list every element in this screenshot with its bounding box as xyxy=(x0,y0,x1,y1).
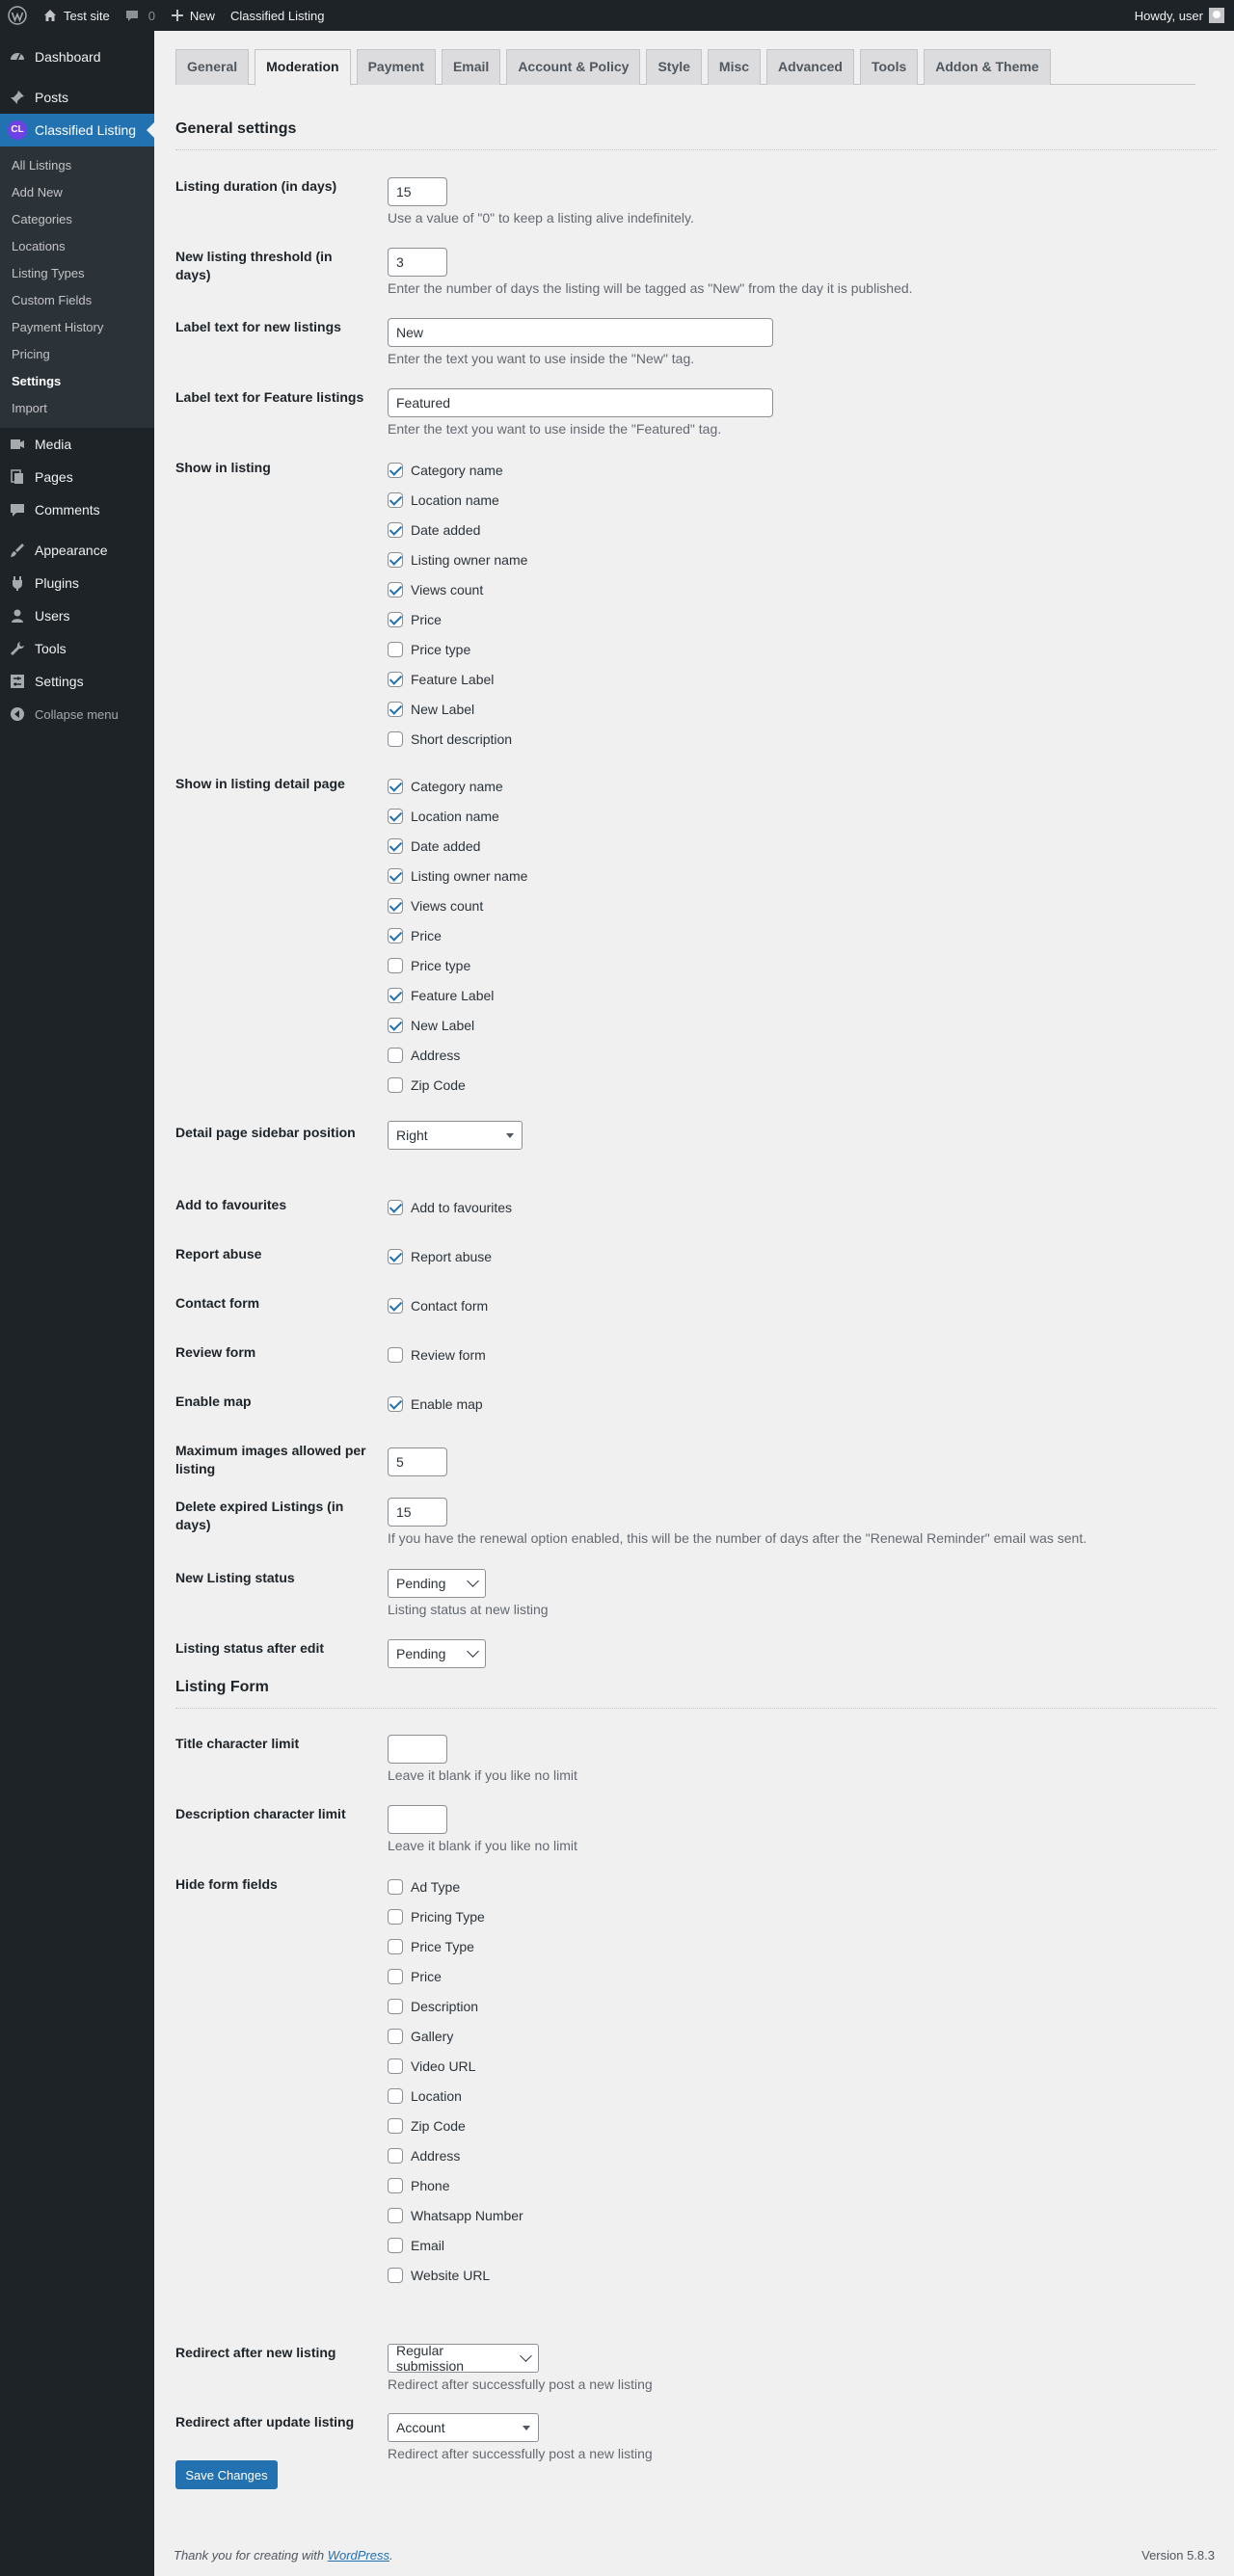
menu-plugins[interactable] xyxy=(0,567,154,599)
submenu-add-new[interactable]: Add New xyxy=(12,185,63,199)
option-location-name-label: Location name xyxy=(411,808,499,824)
option-address[interactable] xyxy=(388,2140,1217,2170)
option-price-label: Price xyxy=(411,611,442,627)
enable-map-checkbox[interactable] xyxy=(388,1389,1217,1419)
option-short-description[interactable] xyxy=(388,724,1217,754)
checkbox-checked-icon[interactable] xyxy=(388,492,403,508)
menu-settings-label: Settings xyxy=(35,674,84,689)
footer-version: Version 5.8.3 xyxy=(1141,2548,1215,2563)
new-threshold-label: New listing threshold (in days) xyxy=(175,249,333,282)
tab-misc[interactable]: Misc xyxy=(708,49,761,85)
chevron-down-icon xyxy=(467,1645,479,1658)
checkbox-checked-icon[interactable] xyxy=(388,1200,403,1215)
redirect-update-label: Redirect after update listing xyxy=(175,2414,355,2430)
option-new-label[interactable] xyxy=(388,1010,1217,1040)
redirect-update-value: Account xyxy=(396,2420,445,2435)
submenu-settings[interactable]: Settings xyxy=(12,374,62,388)
title-limit-label: Title character limit xyxy=(175,1736,300,1751)
label-featured-label: Label text for Feature listings xyxy=(175,389,364,405)
desc-limit-label: Description character limit xyxy=(175,1806,346,1821)
tab-advanced[interactable]: Advanced xyxy=(766,49,854,85)
sidebar-position-label: Detail page sidebar position xyxy=(175,1125,356,1140)
menu-appearance-label: Appearance xyxy=(35,543,108,558)
hide-fields-label: Hide form fields xyxy=(175,1876,278,1892)
option-zip-code-label: Zip Code xyxy=(411,2117,466,2134)
checkbox-unchecked-icon[interactable] xyxy=(388,2208,403,2223)
option-location-name[interactable] xyxy=(388,485,1217,515)
checkbox-checked-icon[interactable] xyxy=(388,612,403,627)
menu-users[interactable] xyxy=(0,599,154,632)
option-date-added[interactable] xyxy=(388,515,1217,544)
new-status-select[interactable] xyxy=(388,1569,486,1598)
redirect-new-value: Regular submission xyxy=(396,2343,465,2374)
submenu-locations[interactable]: Locations xyxy=(12,239,66,253)
redirect-update-select[interactable] xyxy=(388,2413,539,2442)
option-views-count[interactable] xyxy=(388,890,1217,920)
menu-comments[interactable] xyxy=(0,493,154,526)
option-address-label: Address xyxy=(411,2147,461,2164)
collapse-menu-button[interactable] xyxy=(0,698,154,730)
dashboard-icon xyxy=(8,48,27,66)
plugin-label: Classified Listing xyxy=(229,8,325,23)
label-featured-desc: Enter the text you want to use inside the "Featured" tag. xyxy=(388,421,722,437)
submenu-payment-history[interactable]: Payment History xyxy=(12,320,104,334)
option-zip-code[interactable] xyxy=(388,1070,1217,1100)
label-featured-input[interactable] xyxy=(388,388,773,417)
option-feature-label[interactable] xyxy=(388,664,1217,694)
cl-badge: CL xyxy=(8,120,27,140)
menu-tools[interactable] xyxy=(0,632,154,665)
option-gallery-label: Gallery xyxy=(411,2028,454,2044)
option-address[interactable] xyxy=(388,1040,1217,1070)
menu-comments-label: Comments xyxy=(35,502,100,518)
listing-duration-label: Listing duration (in days) xyxy=(175,178,337,194)
option-location-name[interactable] xyxy=(388,801,1217,831)
new-content-link[interactable] xyxy=(163,0,223,31)
users-icon xyxy=(8,607,27,624)
checkbox-checked-icon[interactable] xyxy=(388,1018,403,1033)
admin-footer: Thank you for creating with WordPress. Version 5.8.3 xyxy=(174,2548,1215,2563)
new-label: New xyxy=(189,8,215,23)
option-video-url-label: Video URL xyxy=(411,2058,476,2074)
option-location[interactable] xyxy=(388,2081,1217,2111)
menu-pages-label: Pages xyxy=(35,469,73,485)
delete-expired-input[interactable] xyxy=(388,1498,447,1527)
show-in-detail-label: Show in listing detail page xyxy=(175,776,345,791)
option-whatsapp-number-label: Whatsapp Number xyxy=(411,2207,523,2223)
checkbox-unchecked-icon[interactable] xyxy=(388,1879,403,1895)
site-name-link[interactable] xyxy=(35,0,118,31)
tab-general[interactable]: General xyxy=(175,49,249,85)
contact-form-checkbox-label: Contact form xyxy=(411,1297,489,1314)
sidebar-position-value: Right xyxy=(396,1128,428,1143)
menu-dashboard[interactable] xyxy=(0,40,154,73)
option-price-type-label: Price type xyxy=(411,957,471,973)
pushpin-icon xyxy=(8,89,27,106)
classified-listing-submenu xyxy=(0,146,154,428)
option-feature-label-label: Feature Label xyxy=(411,671,495,687)
show-in-listing-options xyxy=(388,455,1217,754)
delete-expired-desc: If you have the renewal option enabled, this will be the number of days after the "Renewal Reminder" email was sent. xyxy=(388,1530,1087,1546)
option-new-label-label: New Label xyxy=(411,701,475,717)
option-pricing-type[interactable] xyxy=(388,1901,1217,1931)
collapse-icon xyxy=(8,706,27,722)
menu-pages[interactable] xyxy=(0,461,154,493)
title-limit-input[interactable] xyxy=(388,1735,447,1764)
caret-down-icon xyxy=(523,2426,530,2430)
option-feature-label[interactable] xyxy=(388,980,1217,1010)
tab-moderation[interactable]: Moderation xyxy=(255,49,350,86)
desc-limit-input[interactable] xyxy=(388,1805,447,1834)
option-price-type-label: Price type xyxy=(411,641,471,657)
max-images-label: Maximum images allowed per listing xyxy=(175,1443,366,1476)
report-abuse-checkbox-label: Report abuse xyxy=(411,1248,493,1264)
new-threshold-desc: Enter the number of days the listing will be tagged as "New" from the day it is published. xyxy=(388,280,913,296)
tab-account-policy[interactable]: Account & Policy xyxy=(506,49,640,85)
hide-fields-options xyxy=(388,1872,1217,2290)
checkbox-unchecked-icon[interactable] xyxy=(388,1999,403,2014)
caret-down-icon xyxy=(506,1133,514,1138)
checkbox-checked-icon[interactable] xyxy=(388,522,403,538)
checkbox-checked-icon[interactable] xyxy=(388,838,403,854)
menu-media[interactable] xyxy=(0,428,154,461)
site-name: Test site xyxy=(64,8,110,23)
review-form-checkbox-label: Review form xyxy=(411,1346,486,1363)
home-icon xyxy=(42,8,58,23)
chevron-down-icon xyxy=(467,1575,479,1587)
checkbox-checked-icon[interactable] xyxy=(388,1298,403,1314)
label-new-input[interactable] xyxy=(388,318,773,347)
option-price-type[interactable] xyxy=(388,634,1217,664)
contact-form-label: Contact form xyxy=(175,1295,260,1311)
option-price-type[interactable] xyxy=(388,1931,1217,1961)
checkbox-unchecked-icon[interactable] xyxy=(388,1969,403,1984)
option-price-type[interactable] xyxy=(388,950,1217,980)
new-status-desc: Listing status at new listing xyxy=(388,1602,549,1617)
max-images-input[interactable] xyxy=(388,1447,447,1476)
favourites-checkbox[interactable] xyxy=(388,1192,1217,1222)
label-new-desc: Enter the text you want to use inside the "New" tag. xyxy=(388,351,695,366)
tab-addon-theme[interactable]: Addon & Theme xyxy=(924,49,1050,85)
checkbox-unchecked-icon[interactable] xyxy=(388,1909,403,1925)
review-form-checkbox[interactable] xyxy=(388,1340,1217,1369)
option-pricing-type-label: Pricing Type xyxy=(411,1908,485,1925)
redirect-new-label: Redirect after new listing xyxy=(175,2345,336,2360)
collapse-menu-label: Collapse menu xyxy=(35,706,119,722)
option-website-url-label: Website URL xyxy=(411,2267,491,2283)
option-price-type-label: Price Type xyxy=(411,1938,474,1954)
classified-listing-icon xyxy=(8,120,27,140)
option-location-label: Location xyxy=(411,2087,462,2104)
desc-limit-desc: Leave it blank if you like no limit xyxy=(388,1838,577,1853)
option-description-label: Description xyxy=(411,1998,479,2014)
plus-icon xyxy=(171,9,184,22)
plugin-icon xyxy=(8,574,27,592)
option-views-count-label: Views count xyxy=(411,581,484,598)
tab-tools[interactable]: Tools xyxy=(860,49,918,85)
settings-tabs xyxy=(175,48,1195,85)
menu-posts-label: Posts xyxy=(35,90,69,105)
media-icon xyxy=(8,436,27,453)
edit-status-label: Listing status after edit xyxy=(175,1640,325,1656)
option-address-label: Address xyxy=(411,1047,461,1063)
option-gallery[interactable] xyxy=(388,2021,1217,2051)
option-website-url[interactable] xyxy=(388,2260,1217,2290)
comments-count: 0 xyxy=(148,8,155,23)
option-category-name[interactable] xyxy=(388,771,1217,801)
checkbox-checked-icon[interactable] xyxy=(388,928,403,943)
option-price-label: Price xyxy=(411,1968,442,1984)
pages-icon xyxy=(8,468,27,486)
paintbrush-icon xyxy=(8,542,27,559)
checkbox-unchecked-icon[interactable] xyxy=(388,2088,403,2104)
enable-map-checkbox-label: Enable map xyxy=(411,1395,483,1412)
tab-style[interactable]: Style xyxy=(646,49,701,85)
edit-status-value: Pending xyxy=(396,1646,446,1661)
sidebar-position-select[interactable] xyxy=(388,1121,523,1150)
favourites-label: Add to favourites xyxy=(175,1197,287,1212)
menu-tools-label: Tools xyxy=(35,641,67,656)
option-phone[interactable] xyxy=(388,2170,1217,2200)
new-status-value: Pending xyxy=(396,1576,446,1591)
option-date-added-label: Date added xyxy=(411,521,481,538)
tab-payment[interactable]: Payment xyxy=(357,49,436,85)
checkbox-checked-icon[interactable] xyxy=(388,988,403,1003)
checkbox-checked-icon[interactable] xyxy=(388,672,403,687)
checkbox-unchecked-icon[interactable] xyxy=(388,2178,403,2193)
checkbox-unchecked-icon[interactable] xyxy=(388,2118,403,2134)
checkbox-unchecked-icon[interactable] xyxy=(388,2029,403,2044)
checkbox-unchecked-icon[interactable] xyxy=(388,2268,403,2283)
option-price[interactable] xyxy=(388,604,1217,634)
option-price[interactable] xyxy=(388,920,1217,950)
edit-status-select[interactable] xyxy=(388,1639,486,1668)
checkbox-checked-icon[interactable] xyxy=(388,582,403,598)
option-email-label: Email xyxy=(411,2237,445,2253)
settings-icon xyxy=(8,673,27,690)
menu-classified-listing[interactable] xyxy=(0,114,154,146)
submenu-listing-types[interactable]: Listing Types xyxy=(12,266,85,280)
checkbox-checked-icon[interactable] xyxy=(388,809,403,824)
option-zip-code-label: Zip Code xyxy=(411,1076,466,1093)
option-description[interactable] xyxy=(388,1991,1217,2021)
avatar xyxy=(1209,8,1224,23)
option-date-added-label: Date added xyxy=(411,837,481,854)
menu-posts[interactable] xyxy=(0,81,154,114)
option-category-name-label: Category name xyxy=(411,778,503,794)
enable-map-label: Enable map xyxy=(175,1394,252,1409)
checkbox-unchecked-icon[interactable] xyxy=(388,2238,403,2253)
option-listing-owner-name-label: Listing owner name xyxy=(411,551,528,568)
option-category-name-label: Category name xyxy=(411,462,503,478)
option-short-description-label: Short description xyxy=(411,730,513,747)
checkbox-checked-icon[interactable] xyxy=(388,1396,403,1412)
label-new-label: Label text for new listings xyxy=(175,319,341,334)
menu-plugins-label: Plugins xyxy=(35,575,79,591)
menu-users-label: Users xyxy=(35,608,70,624)
option-price[interactable] xyxy=(388,1961,1217,1991)
redirect-new-desc: Redirect after successfully post a new listing xyxy=(388,2377,653,2392)
option-whatsapp-number[interactable] xyxy=(388,2200,1217,2230)
checkbox-unchecked-icon[interactable] xyxy=(388,2148,403,2164)
report-abuse-checkbox[interactable] xyxy=(388,1241,1217,1271)
option-listing-owner-name-label: Listing owner name xyxy=(411,867,528,884)
menu-classified-listing-label: Classified Listing xyxy=(35,122,137,138)
checkbox-checked-icon[interactable] xyxy=(388,868,403,884)
main-content xyxy=(154,31,1234,2576)
option-location-name-label: Location name xyxy=(411,491,499,508)
submenu-custom-fields[interactable]: Custom Fields xyxy=(12,293,93,307)
option-ad-type-label: Ad Type xyxy=(411,1878,461,1895)
title-limit-desc: Leave it blank if you like no limit xyxy=(388,1767,577,1783)
listing-duration-desc: Use a value of "0" to keep a listing alive indefinitely. xyxy=(388,210,694,226)
submenu-import[interactable]: Import xyxy=(12,401,47,415)
report-abuse-label: Report abuse xyxy=(175,1246,262,1261)
submenu-pricing[interactable]: Pricing xyxy=(12,347,50,361)
listing-form-heading: Listing Form xyxy=(175,1679,1217,1709)
general-settings-heading: General settings xyxy=(175,120,1217,150)
menu-appearance[interactable] xyxy=(0,534,154,567)
new-status-label: New Listing status xyxy=(175,1570,295,1585)
review-form-label: Review form xyxy=(175,1344,256,1360)
option-feature-label-label: Feature Label xyxy=(411,987,495,1003)
new-threshold-input[interactable] xyxy=(388,248,447,277)
option-new-label[interactable] xyxy=(388,694,1217,724)
redirect-new-select[interactable] xyxy=(388,2344,539,2373)
checkbox-checked-icon[interactable] xyxy=(388,702,403,717)
checkbox-unchecked-icon[interactable] xyxy=(388,1347,403,1363)
option-listing-owner-name[interactable] xyxy=(388,544,1217,574)
option-zip-code[interactable] xyxy=(388,2111,1217,2140)
comments-link[interactable] xyxy=(118,0,163,31)
tab-email[interactable]: Email xyxy=(442,49,500,85)
option-views-count[interactable] xyxy=(388,574,1217,604)
menu-settings[interactable] xyxy=(0,665,154,698)
howdy-text: Howdy, user xyxy=(1134,8,1203,23)
chevron-down-icon xyxy=(520,2350,532,2362)
save-changes-button[interactable]: Save Changes xyxy=(175,2460,278,2489)
contact-form-checkbox[interactable] xyxy=(388,1290,1217,1320)
comments-icon xyxy=(8,501,27,518)
admin-sidebar xyxy=(0,31,154,2576)
menu-media-label: Media xyxy=(35,437,72,452)
checkbox-checked-icon[interactable] xyxy=(388,1249,403,1264)
checkbox-unchecked-icon[interactable] xyxy=(388,2058,403,2074)
checkbox-checked-icon[interactable] xyxy=(388,463,403,478)
checkbox-unchecked-icon[interactable] xyxy=(388,958,403,973)
admin-bar xyxy=(0,0,1234,31)
classified-listing-link[interactable] xyxy=(223,0,333,31)
menu-dashboard-label: Dashboard xyxy=(35,49,101,65)
option-date-added[interactable] xyxy=(388,831,1217,861)
redirect-update-desc: Redirect after successfully post a new listing xyxy=(388,2446,653,2461)
checkbox-checked-icon[interactable] xyxy=(388,779,403,794)
checkbox-unchecked-icon[interactable] xyxy=(388,642,403,657)
option-price-label: Price xyxy=(411,927,442,943)
listing-duration-input[interactable] xyxy=(388,177,447,206)
favourites-checkbox-label: Add to favourites xyxy=(411,1199,513,1215)
option-new-label-label: New Label xyxy=(411,1017,475,1033)
checkbox-unchecked-icon[interactable] xyxy=(388,1077,403,1093)
show-in-listing-label: Show in listing xyxy=(175,460,271,475)
footer-thanks: Thank you for creating with xyxy=(174,2548,325,2563)
option-ad-type[interactable] xyxy=(388,1872,1217,1901)
wordpress-link[interactable]: WordPress xyxy=(327,2548,389,2563)
comment-icon xyxy=(125,9,139,22)
submenu-categories[interactable]: Categories xyxy=(12,212,72,226)
option-video-url[interactable] xyxy=(388,2051,1217,2081)
checkbox-unchecked-icon[interactable] xyxy=(388,1939,403,1954)
submenu-all-listings[interactable]: All Listings xyxy=(12,158,72,173)
checkbox-checked-icon[interactable] xyxy=(388,552,403,568)
option-listing-owner-name[interactable] xyxy=(388,861,1217,890)
checkbox-unchecked-icon[interactable] xyxy=(388,731,403,747)
option-views-count-label: Views count xyxy=(411,897,484,914)
checkbox-checked-icon[interactable] xyxy=(388,898,403,914)
wrench-icon xyxy=(8,640,27,657)
my-account-link[interactable] xyxy=(1127,0,1234,31)
option-phone-label: Phone xyxy=(411,2177,450,2193)
wordpress-logo-icon[interactable] xyxy=(0,0,35,31)
delete-expired-label: Delete expired Listings (in days) xyxy=(175,1499,344,1532)
option-email[interactable] xyxy=(388,2230,1217,2260)
option-category-name[interactable] xyxy=(388,455,1217,485)
show-in-detail-options xyxy=(388,771,1217,1100)
checkbox-unchecked-icon[interactable] xyxy=(388,1048,403,1063)
